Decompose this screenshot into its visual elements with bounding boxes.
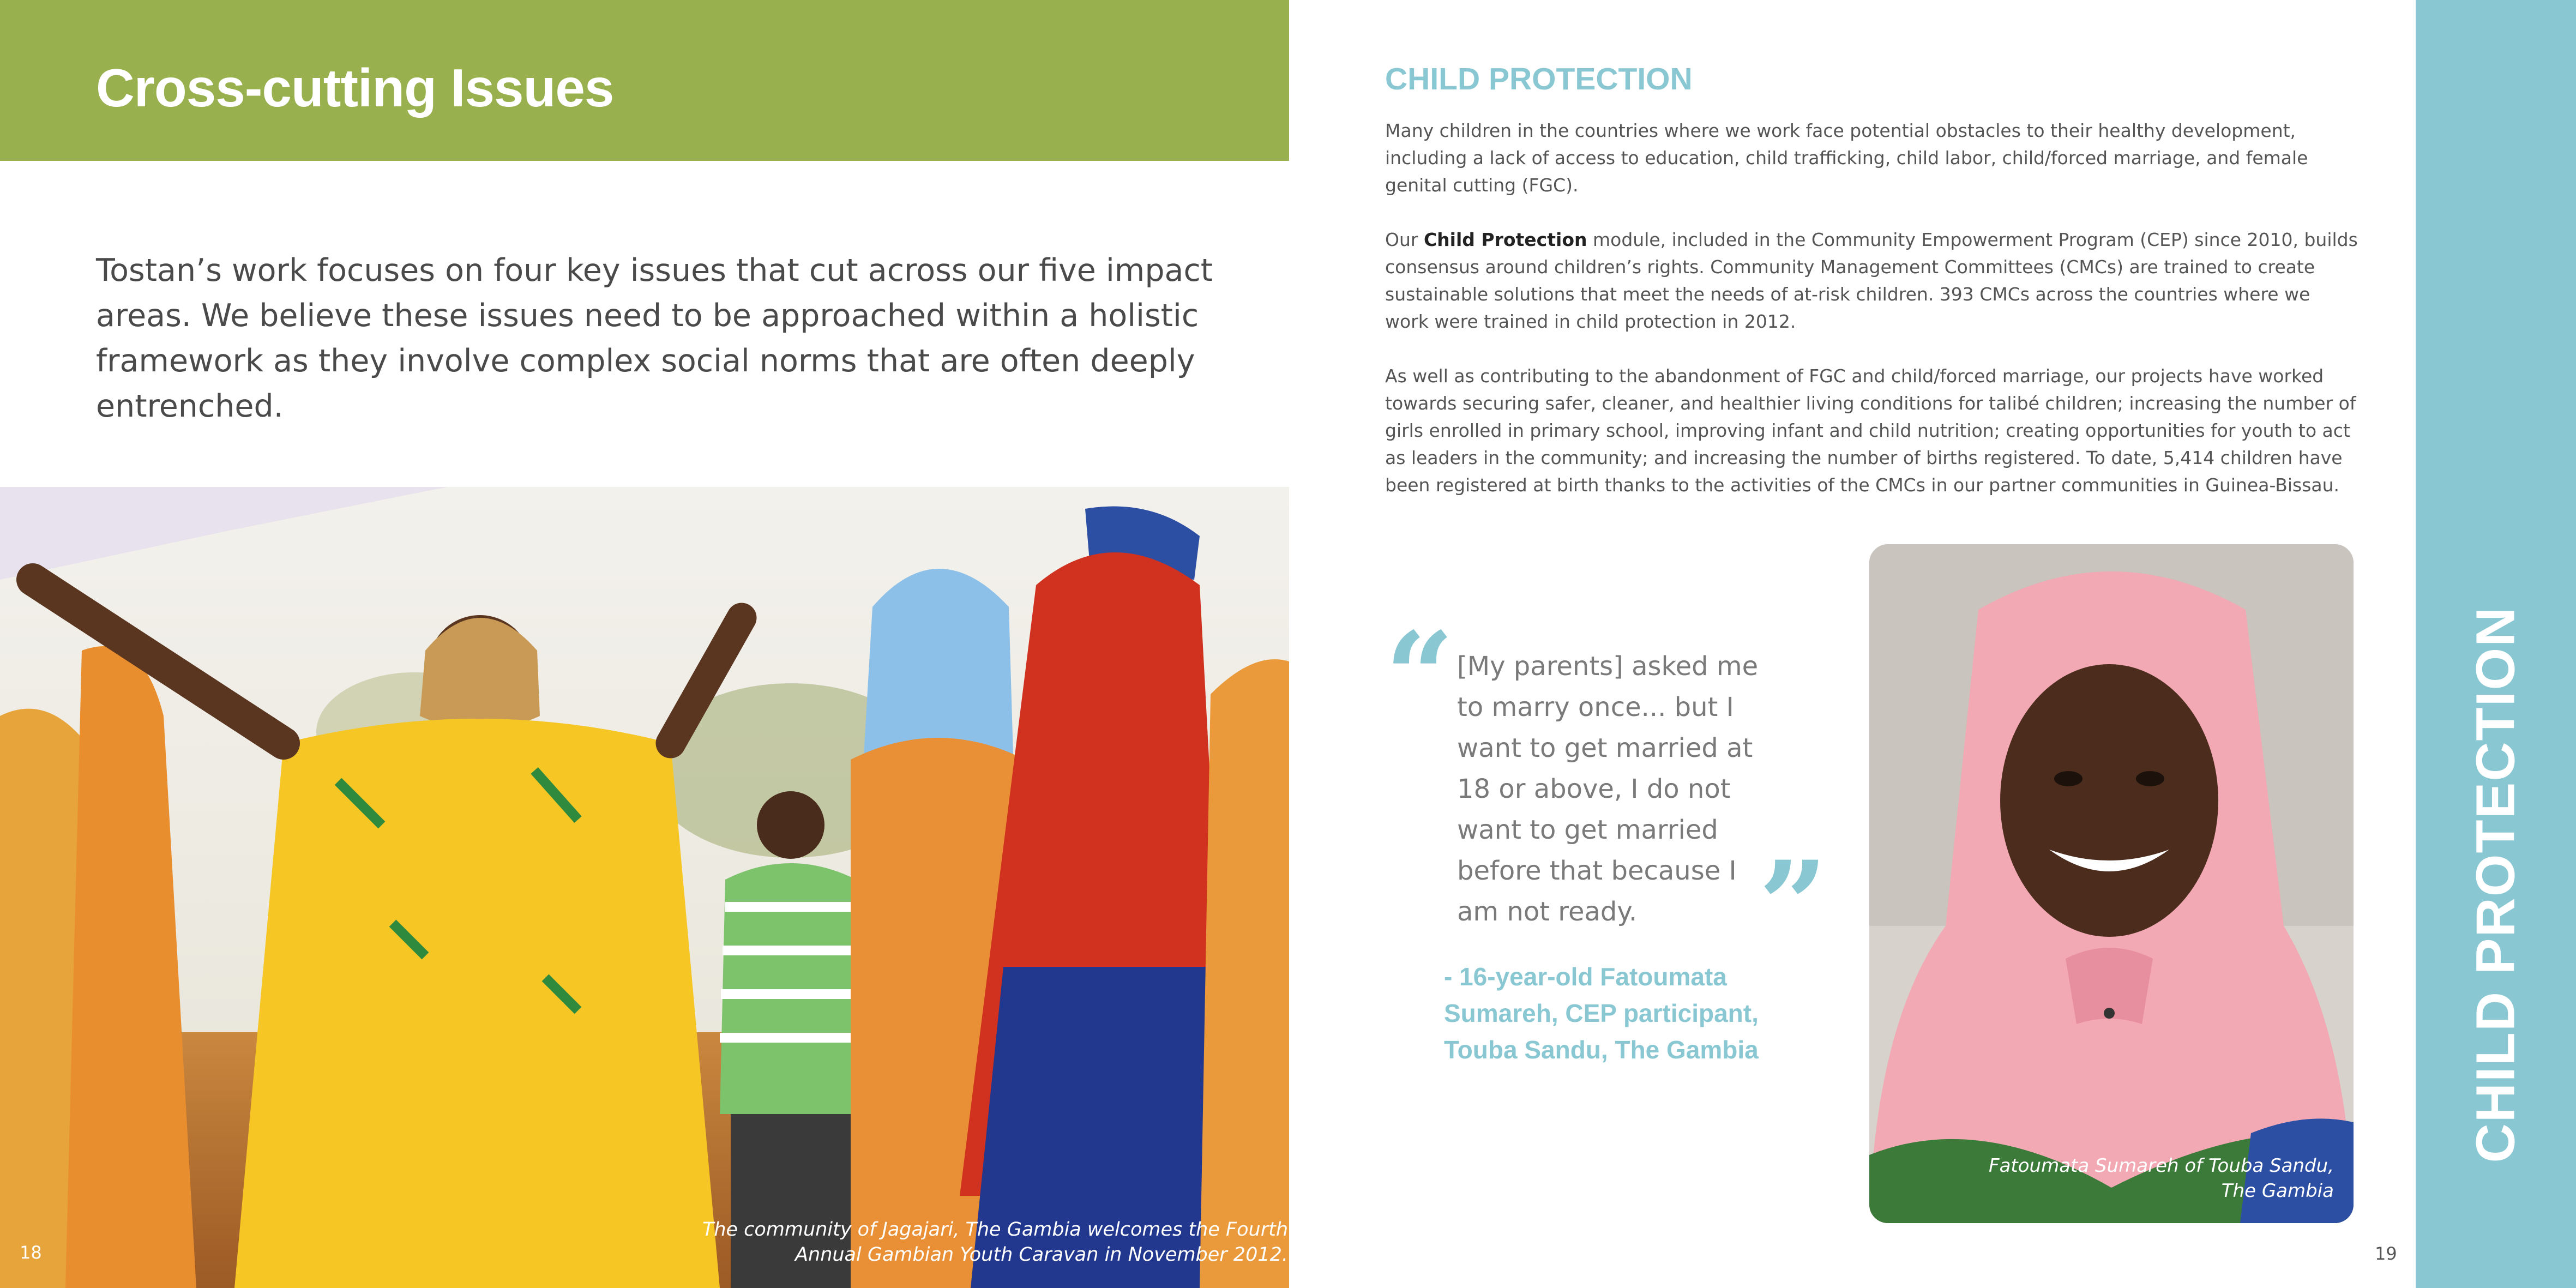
page-number-right: 19 xyxy=(2375,1243,2397,1264)
portrait-caption xyxy=(1909,1153,2334,1203)
caption-line: The Gambia xyxy=(2221,1180,2334,1202)
quote-attribution: - 16-year-old Fatoumata Sumareh, CEP participant, Touba Sandu, The Gambia xyxy=(1444,962,1759,1064)
left-photo-caption xyxy=(525,1217,1288,1267)
open-quote-mark: “ xyxy=(1385,605,1454,747)
text-run: Our xyxy=(1385,229,1424,250)
pull-quote: [My parents] asked me to marry once... but I want to get married at 18 or above, I do not want to get married before that because I am not ready. xyxy=(1457,651,1759,927)
intro-paragraph: Tostan’s work focuses on four key issues that cut across our five impact areas. We believe these issues need to be approached within a holistic framework as they involve complex social norms that are often deeply entrenched. xyxy=(96,252,1213,424)
caption-line: Fatoumata Sumareh of Touba Sandu, xyxy=(1989,1155,2334,1177)
community-celebration-photo xyxy=(0,487,1289,1288)
portrait-photo xyxy=(1869,544,2354,1223)
body-paragraph: Many children in the countries where we work face potential obstacles to their healthy development, including a lack of access to education, child trafficking, child labor, child/forced marriage, and female genital cutting (FGC). xyxy=(1385,120,2308,196)
caption-line: The community of Jagajari, The Gambia welcomes the Fourth xyxy=(702,1219,1288,1241)
section-title: CHILD PROTECTION xyxy=(1385,62,1693,97)
close-quote-mark: ” xyxy=(1759,834,1828,976)
bold-term: Child Protection xyxy=(1423,229,1587,250)
text-run: module, included in the Community Empowerment Program (CEP) since 2010, builds consensus around children’s rights. Community Management Committees (CMCs) are trained to create sustainable solutions that meet the needs of at-risk children. 393 CMCs across the countries where we work were trained in child protection in 2012. xyxy=(1385,229,2358,332)
body-paragraph xyxy=(1385,226,2358,335)
caption-line: Annual Gambian Youth Caravan in November 2012. xyxy=(795,1244,1288,1266)
body-paragraph: As well as contributing to the abandonment of FGC and child/forced marriage, our projects have worked towards securing safer, cleaner, and healthier living conditions for talibé children; increasing the number of girls enrolled in primary school, improving infant and child nutrition; creating opportunities for youth to act as leaders in the community; and increasing the number of births registered. To date, 5,414 children have been registered at birth thanks to the activities of the CMCs in our partner communities in Guinea-Bissau. xyxy=(1385,365,2356,496)
page-title: Cross-cutting Issues xyxy=(96,58,614,118)
side-tab-label: CHILD PROTECTION xyxy=(2465,606,2526,1163)
page-number-left: 18 xyxy=(20,1242,42,1263)
